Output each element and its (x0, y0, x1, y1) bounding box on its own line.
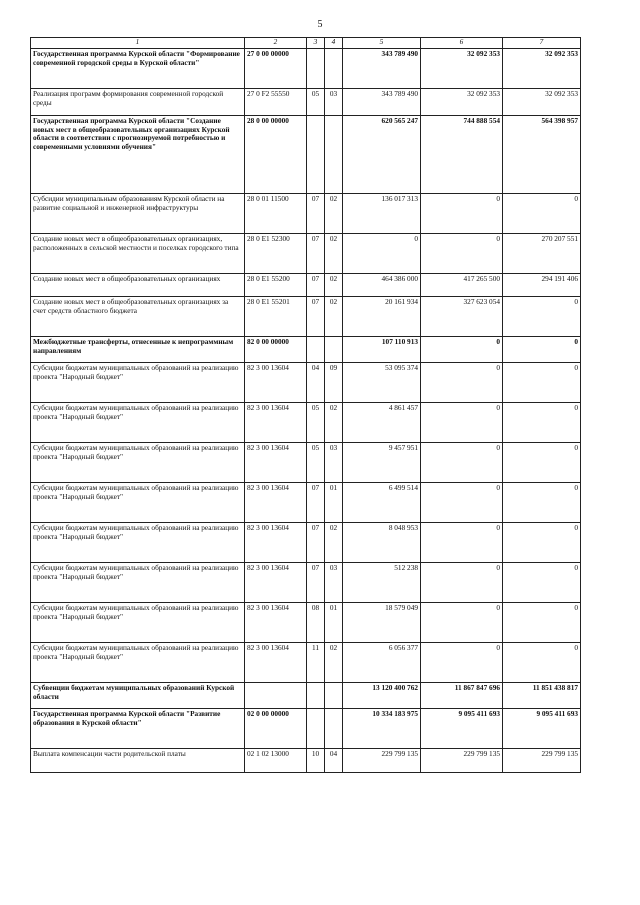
row-name-cell: Субсидии бюджетам муниципальных образований на реализацию проекта "Народный бюджет" (31, 403, 245, 443)
row-code-cell: 02 0 00 00000 (245, 709, 307, 749)
row-subsection-cell (325, 49, 343, 89)
row-name-cell: Субсидии бюджетам муниципальных образований на реализацию проекта "Народный бюджет" (31, 563, 245, 603)
table-row (31, 234, 581, 274)
row-section-cell: 07 (307, 234, 325, 274)
row-value-col5-cell: 6 499 514 (343, 483, 421, 523)
header-row (31, 38, 581, 49)
row-value-col7-cell: 294 191 406 (503, 274, 581, 297)
row-value-col5-cell: 18 579 049 (343, 603, 421, 643)
column-header-5: 5 (343, 38, 421, 49)
row-section-cell: 08 (307, 603, 325, 643)
row-value-col7-cell: 270 207 551 (503, 234, 581, 274)
row-subsection-cell (325, 116, 343, 194)
row-subsection-cell: 01 (325, 483, 343, 523)
row-subsection-cell: 04 (325, 749, 343, 773)
row-subsection-cell: 02 (325, 274, 343, 297)
row-section-cell: 05 (307, 403, 325, 443)
row-value-col5-cell: 343 789 490 (343, 89, 421, 116)
row-value-col5-cell: 9 457 951 (343, 443, 421, 483)
row-value-col7-cell: 32 092 353 (503, 49, 581, 89)
row-subsection-cell: 03 (325, 443, 343, 483)
row-value-col6-cell: 32 092 353 (421, 89, 503, 116)
row-value-col7-cell: 0 (503, 363, 581, 403)
row-value-col6-cell: 0 (421, 234, 503, 274)
row-name-cell: Реализация программ формирования современной городской среды (31, 89, 245, 116)
row-value-col6-cell: 327 623 054 (421, 297, 503, 337)
table-body (31, 49, 581, 773)
column-header-7: 7 (503, 38, 581, 49)
column-header-3: 3 (307, 38, 325, 49)
row-value-col7-cell: 0 (503, 443, 581, 483)
row-value-col7-cell: 0 (503, 297, 581, 337)
row-value-col7-cell: 0 (503, 603, 581, 643)
row-value-col7-cell: 9 095 411 693 (503, 709, 581, 749)
row-name-cell: Государственная программа Курской области "Создание новых мест в общеобразовательных организациях Курской области в соответствии с прогнозируемой потребностью и современными условиями обучения" (31, 116, 245, 194)
row-section-cell (307, 683, 325, 709)
row-section-cell: 07 (307, 274, 325, 297)
row-value-col6-cell: 0 (421, 523, 503, 563)
column-header-6: 6 (421, 38, 503, 49)
table-row (31, 709, 581, 749)
row-value-col7-cell: 11 851 438 817 (503, 683, 581, 709)
table-row (31, 483, 581, 523)
table-row (31, 49, 581, 89)
table-row (31, 297, 581, 337)
row-value-col7-cell: 0 (503, 483, 581, 523)
table-row (31, 116, 581, 194)
row-code-cell: 82 0 00 00000 (245, 337, 307, 363)
row-value-col5-cell: 53 095 374 (343, 363, 421, 403)
row-subsection-cell (325, 683, 343, 709)
row-value-col6-cell: 0 (421, 443, 503, 483)
row-value-col7-cell: 0 (503, 403, 581, 443)
row-value-col6-cell: 0 (421, 643, 503, 683)
row-value-col6-cell: 0 (421, 603, 503, 643)
table-row (31, 563, 581, 603)
table-row (31, 403, 581, 443)
row-name-cell: Субсидии муниципальным образованиям Курской области на развитие социальной и инженерной инфраструктуры (31, 194, 245, 234)
row-value-col7-cell: 0 (503, 194, 581, 234)
row-code-cell: 28 0 01 11500 (245, 194, 307, 234)
row-section-cell (307, 49, 325, 89)
row-name-cell: Субсидии бюджетам муниципальных образований на реализацию проекта "Народный бюджет" (31, 443, 245, 483)
row-value-col6-cell: 0 (421, 483, 503, 523)
row-code-cell: 82 3 00 13604 (245, 523, 307, 563)
column-header-4: 4 (325, 38, 343, 49)
table-row (31, 337, 581, 363)
table-row (31, 274, 581, 297)
row-section-cell: 07 (307, 483, 325, 523)
column-header-2: 2 (245, 38, 307, 49)
row-code-cell: 82 3 00 13604 (245, 483, 307, 523)
row-value-col5-cell: 107 110 913 (343, 337, 421, 363)
row-subsection-cell: 03 (325, 563, 343, 603)
row-value-col5-cell: 512 238 (343, 563, 421, 603)
row-value-col5-cell: 136 017 313 (343, 194, 421, 234)
row-name-cell: Субсидии бюджетам муниципальных образований на реализацию проекта "Народный бюджет" (31, 523, 245, 563)
row-value-col5-cell: 13 120 400 762 (343, 683, 421, 709)
row-value-col6-cell: 744 888 554 (421, 116, 503, 194)
row-subsection-cell (325, 709, 343, 749)
row-subsection-cell: 02 (325, 523, 343, 563)
row-section-cell: 07 (307, 563, 325, 603)
row-section-cell: 07 (307, 194, 325, 234)
row-value-col5-cell: 10 334 183 975 (343, 709, 421, 749)
table-row (31, 749, 581, 773)
row-code-cell: 28 0 E1 55201 (245, 297, 307, 337)
row-subsection-cell: 02 (325, 297, 343, 337)
row-value-col7-cell: 32 092 353 (503, 89, 581, 116)
row-value-col5-cell: 8 048 953 (343, 523, 421, 563)
page-number: 5 (317, 19, 323, 30)
row-name-cell: Субсидии бюджетам муниципальных образований на реализацию проекта "Народный бюджет" (31, 603, 245, 643)
row-code-cell: 82 3 00 13604 (245, 563, 307, 603)
row-value-col5-cell: 6 056 377 (343, 643, 421, 683)
row-subsection-cell: 02 (325, 194, 343, 234)
row-value-col6-cell: 0 (421, 337, 503, 363)
row-subsection-cell: 01 (325, 603, 343, 643)
row-section-cell (307, 116, 325, 194)
row-code-cell: 82 3 00 13604 (245, 603, 307, 643)
row-value-col7-cell: 229 799 135 (503, 749, 581, 773)
row-subsection-cell: 09 (325, 363, 343, 403)
row-code-cell: 82 3 00 13604 (245, 403, 307, 443)
table-row (31, 603, 581, 643)
table-row (31, 89, 581, 116)
row-code-cell: 82 3 00 13604 (245, 643, 307, 683)
row-section-cell: 05 (307, 89, 325, 116)
row-value-col7-cell: 564 398 957 (503, 116, 581, 194)
row-name-cell: Субсидии бюджетам муниципальных образований на реализацию проекта "Народный бюджет" (31, 643, 245, 683)
table-row (31, 643, 581, 683)
row-section-cell: 07 (307, 297, 325, 337)
table-row (31, 363, 581, 403)
table-row (31, 443, 581, 483)
row-code-cell: 82 3 00 13604 (245, 363, 307, 403)
row-subsection-cell (325, 337, 343, 363)
row-value-col6-cell: 417 265 500 (421, 274, 503, 297)
row-section-cell: 11 (307, 643, 325, 683)
row-section-cell: 05 (307, 443, 325, 483)
row-value-col5-cell: 4 861 457 (343, 403, 421, 443)
row-code-cell: 28 0 E1 52300 (245, 234, 307, 274)
row-value-col6-cell: 229 799 135 (421, 749, 503, 773)
row-value-col6-cell: 32 092 353 (421, 49, 503, 89)
table-row (31, 523, 581, 563)
row-code-cell: 28 0 00 00000 (245, 116, 307, 194)
row-name-cell: Субсидии бюджетам муниципальных образований на реализацию проекта "Народный бюджет" (31, 483, 245, 523)
table-row (31, 194, 581, 234)
row-section-cell (307, 709, 325, 749)
row-value-col7-cell: 0 (503, 643, 581, 683)
row-section-cell: 07 (307, 523, 325, 563)
row-code-cell: 28 0 E1 55200 (245, 274, 307, 297)
column-header-1: 1 (31, 38, 245, 49)
row-subsection-cell: 02 (325, 403, 343, 443)
row-name-cell: Создание новых мест в общеобразовательных организациях за счет средств областного бюджета (31, 297, 245, 337)
row-value-col5-cell: 0 (343, 234, 421, 274)
row-value-col5-cell: 620 565 247 (343, 116, 421, 194)
row-value-col6-cell: 0 (421, 403, 503, 443)
row-name-cell: Выплата компенсации части родительской платы (31, 749, 245, 773)
row-code-cell (245, 683, 307, 709)
row-name-cell: Субвенции бюджетам муниципальных образований Курской области (31, 683, 245, 709)
row-section-cell: 10 (307, 749, 325, 773)
row-value-col5-cell: 229 799 135 (343, 749, 421, 773)
row-subsection-cell: 03 (325, 89, 343, 116)
row-code-cell: 27 0 00 00000 (245, 49, 307, 89)
row-value-col6-cell: 11 867 847 696 (421, 683, 503, 709)
row-value-col7-cell: 0 (503, 337, 581, 363)
row-name-cell: Государственная программа Курской области "Развитие образования в Курской области" (31, 709, 245, 749)
row-name-cell: Субсидии бюджетам муниципальных образований на реализацию проекта "Народный бюджет" (31, 363, 245, 403)
row-code-cell: 82 3 00 13604 (245, 443, 307, 483)
row-subsection-cell: 02 (325, 643, 343, 683)
row-name-cell: Создание новых мест в общеобразовательных организациях (31, 274, 245, 297)
row-value-col5-cell: 343 789 490 (343, 49, 421, 89)
row-value-col5-cell: 464 386 000 (343, 274, 421, 297)
row-subsection-cell: 02 (325, 234, 343, 274)
row-name-cell: Государственная программа Курской области "Формирование современной городской среды в Курской области" (31, 49, 245, 89)
row-value-col6-cell: 0 (421, 194, 503, 234)
row-code-cell: 27 0 F2 55550 (245, 89, 307, 116)
row-value-col5-cell: 20 161 934 (343, 297, 421, 337)
row-value-col6-cell: 9 095 411 693 (421, 709, 503, 749)
row-value-col6-cell: 0 (421, 563, 503, 603)
row-section-cell (307, 337, 325, 363)
row-name-cell: Создание новых мест в общеобразовательных организациях, расположенных в сельской местности и поселках городского типа (31, 234, 245, 274)
row-value-col7-cell: 0 (503, 563, 581, 603)
table-row (31, 683, 581, 709)
row-value-col6-cell: 0 (421, 363, 503, 403)
row-section-cell: 04 (307, 363, 325, 403)
row-value-col7-cell: 0 (503, 523, 581, 563)
row-code-cell: 02 1 02 13000 (245, 749, 307, 773)
row-name-cell: Межбюджетные трансферты, отнесенные к непрограммным направлениям (31, 337, 245, 363)
budget-table (30, 37, 581, 773)
